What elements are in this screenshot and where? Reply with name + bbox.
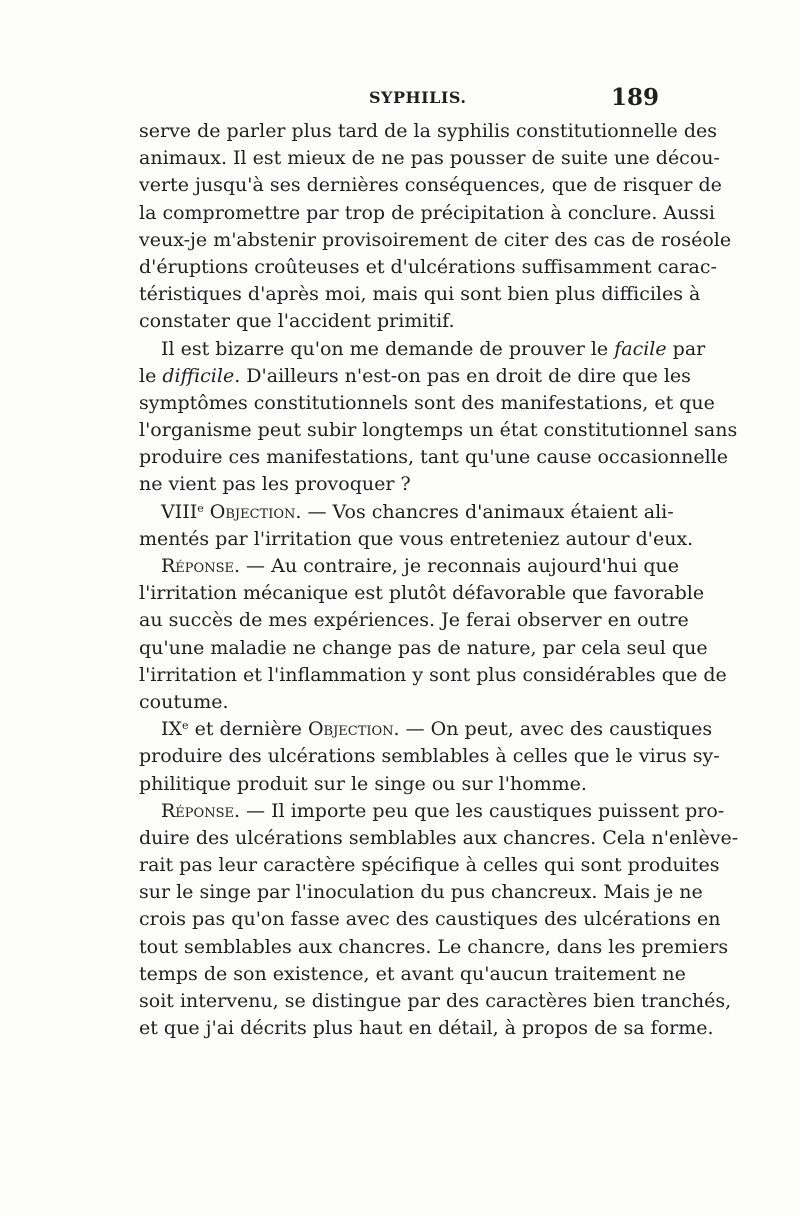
text-line: qu'une maladie ne change pas de nature, par cela seul que <box>139 636 708 659</box>
line-text: — Vos chancres d'animaux étaient ali- <box>301 500 674 523</box>
text-line: ne vient pas les provoquer ? <box>139 473 411 496</box>
text-line: serve de parler plus tard de la syphilis constitutionnelle des <box>139 120 717 142</box>
text-line: verte jusqu'à ses dernières conséquences, que de risquer de <box>139 174 722 197</box>
emphasis-facile: facile <box>614 337 667 360</box>
text-line: l'irritation mécanique est plutôt défavorable que favorable <box>139 582 705 605</box>
running-head <box>139 84 659 114</box>
text-line: et que j'ai décrits plus haut en détail, à propos de sa forme. <box>139 1017 714 1040</box>
body-text <box>139 118 739 1042</box>
line-text: . D'ailleurs n'est-on pas en droit de dire que les <box>234 364 691 387</box>
text-line <box>139 363 691 390</box>
text-line: philitique produit sur le singe ou sur l'homme. <box>139 772 587 795</box>
text-line: crois pas qu'on fasse avec des caustiques des ulcérations en <box>139 908 721 931</box>
response-heading <box>139 553 680 580</box>
objection-heading <box>139 499 674 526</box>
text-line: tout semblables aux chancres. Le chancre, dans les premiers <box>139 935 729 958</box>
response-heading <box>139 798 725 825</box>
line-text: — Il importe peu que les caustiques puissent pro- <box>240 799 725 822</box>
line-text: Il est bizarre qu'on me demande de prouver le <box>161 337 615 360</box>
text-line: soit intervenu, se distingue par des caractères bien tranchés, <box>139 990 732 1012</box>
text-line: produire ces manifestations, tant qu'une cause occasionnelle <box>139 446 728 469</box>
objection-number: VIII <box>161 500 198 523</box>
line-text: — On peut, avec des caustiques <box>399 718 713 741</box>
text-line: animaux. Il est mieux de ne pas pousser de suite une décou- <box>139 147 720 170</box>
line-text: le <box>139 364 163 387</box>
emphasis-difficile: difficile <box>162 364 235 387</box>
ordinal-suffix: e <box>197 501 204 515</box>
objection-label: Objection. <box>307 718 400 741</box>
text-line <box>139 336 706 363</box>
line-text: par <box>666 337 706 360</box>
running-title: SYPHILIS. <box>369 88 467 107</box>
text-line: au succès de mes expériences. Je ferai observer en outre <box>139 609 689 632</box>
text-line: veux-je m'abstenir provisoirement de citer des cas de roséole <box>139 228 732 251</box>
response-label: Réponse. <box>161 799 241 822</box>
page-number: 189 <box>610 84 659 111</box>
objection-label: Objection. <box>203 500 302 523</box>
response-label: Réponse. <box>161 555 241 577</box>
text-line: rait pas leur caractère spécifique à celles qui sont produites <box>139 854 720 877</box>
text-line: constater que l'accident primitif. <box>139 310 455 333</box>
text-line: symptômes constitutionnels sont des manifestations, et que <box>139 391 715 414</box>
objection-number: IX <box>161 718 183 741</box>
line-text: — Au contraire, je reconnais aujourd'hui que <box>240 555 680 577</box>
text-line: d'éruptions croûteuses et d'ulcérations suffisamment carac- <box>139 255 717 278</box>
text-line: sur le singe par l'inoculation du pus chancreux. Mais je ne <box>139 881 703 904</box>
objection-heading <box>139 716 713 743</box>
text-line: l'irritation et l'inflammation y sont plus considérables que de <box>139 663 727 686</box>
ordinal-suffix: e <box>182 719 189 733</box>
text-line: mentés par l'irritation que vous entreteniez autour d'eux. <box>139 527 694 550</box>
line-text: et dernière <box>188 718 308 741</box>
text-line: duire des ulcérations semblables aux chancres. Cela n'enlève- <box>139 826 739 849</box>
text-line: temps de son existence, et avant qu'aucun traitement ne <box>139 962 686 985</box>
text-line: la compromettre par trop de précipitation à conclure. Aussi <box>139 201 715 224</box>
text-line: téristiques d'après moi, mais qui sont bien plus difficiles à <box>139 283 701 306</box>
text-line: l'organisme peut subir longtemps un état constitutionnel sans <box>139 419 738 442</box>
text-line: coutume. <box>139 690 229 713</box>
text-line: produire des ulcérations semblables à celles que le virus sy- <box>139 745 720 768</box>
